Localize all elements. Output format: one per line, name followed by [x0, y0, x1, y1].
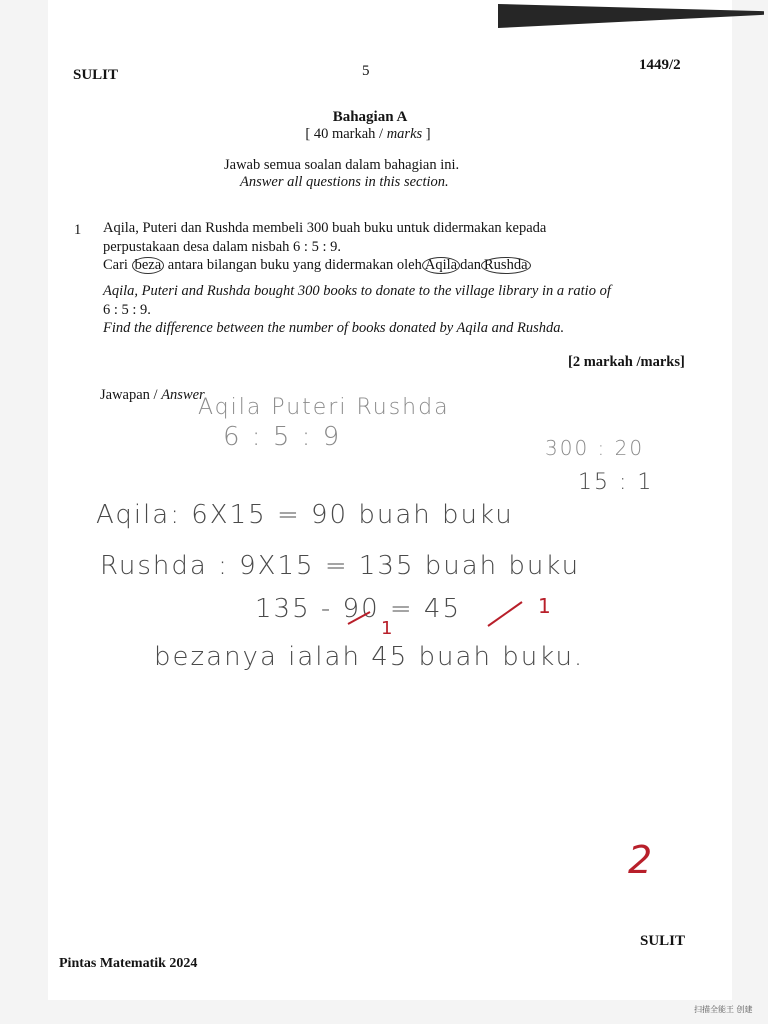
handwritten-ratio: 6 : 5 : 9 [223, 422, 342, 452]
ms-line3-part-a: Cari [103, 257, 132, 273]
handwritten-names: Aqila Puteri Rushda [198, 395, 450, 420]
teacher-mark-2: 1 [538, 594, 551, 618]
answer-label-en: Answer [161, 387, 205, 403]
answer-label [100, 386, 205, 404]
circled-word-beza: beza [132, 257, 165, 274]
footer-book-title: Pintas Matematik 2024 [59, 956, 198, 971]
question-ms-line-3 [103, 256, 531, 274]
teacher-mark-1: 1 [381, 618, 393, 639]
section-marks [268, 126, 468, 143]
question-ms-line-1: Aqila, Puteri dan Rushda membeli 300 buah buku untuk didermakan kepada [103, 220, 547, 236]
paper-code: 1449/2 [639, 57, 681, 73]
instruction-english: Answer all questions in this section. [240, 174, 449, 190]
handwritten-difference-line: 135 - 90 = 45 [255, 594, 462, 624]
question-en-line-3: Find the difference between the number of books donated by Aqila and Rushda. [103, 320, 565, 336]
handwritten-side-result: 15 : 1 [578, 470, 654, 495]
header-sulit: SULIT [73, 67, 119, 83]
ms-line3-part-c: dan [460, 257, 481, 273]
page-number: 5 [362, 63, 370, 79]
scanner-watermark: 扫描全能王 创建 [694, 1005, 753, 1014]
question-en-line-2: 6 : 5 : 9. [103, 302, 151, 318]
circled-word-aqila: Aqila [422, 257, 460, 274]
teacher-total-score: 2 [628, 838, 653, 882]
circled-word-rushda: Rushda [481, 257, 531, 274]
footer-sulit: SULIT [640, 933, 686, 949]
scan-artifact-bar [498, 4, 764, 28]
marks-suffix: ] [422, 126, 431, 142]
handwritten-rushda-line: Rushda : 9X15 = 135 buah buku [100, 551, 581, 581]
section-title: Bahagian A [332, 109, 408, 125]
answer-label-ms: Jawapan / [100, 387, 162, 403]
handwritten-side-ratio: 300 : 20 [545, 436, 645, 460]
handwritten-conclusion: bezanya ialah 45 buah buku. [154, 642, 585, 672]
exam-page [48, 0, 732, 1000]
ms-line3-part-b: antara bilangan buku yang didermakan oleh [164, 257, 422, 273]
teacher-tick-mark-icon [318, 598, 438, 644]
question-number: 1 [74, 222, 82, 238]
question-marks: [2 markah /marks] [568, 354, 685, 370]
question-en-line-1: Aqila, Puteri and Rushda bought 300 books to donate to the village library in a ratio of [103, 283, 611, 299]
question-ms-line-2: perpustakaan desa dalam nisbah 6 : 5 : 9. [103, 239, 341, 255]
marks-italic: marks [386, 126, 423, 142]
marks-prefix: [ 40 markah / [305, 126, 387, 142]
instruction-malay: Jawab semua soalan dalam bahagian ini. [224, 157, 460, 173]
handwritten-aqila-line: Aqila: 6X15 = 90 buah buku [96, 500, 514, 530]
